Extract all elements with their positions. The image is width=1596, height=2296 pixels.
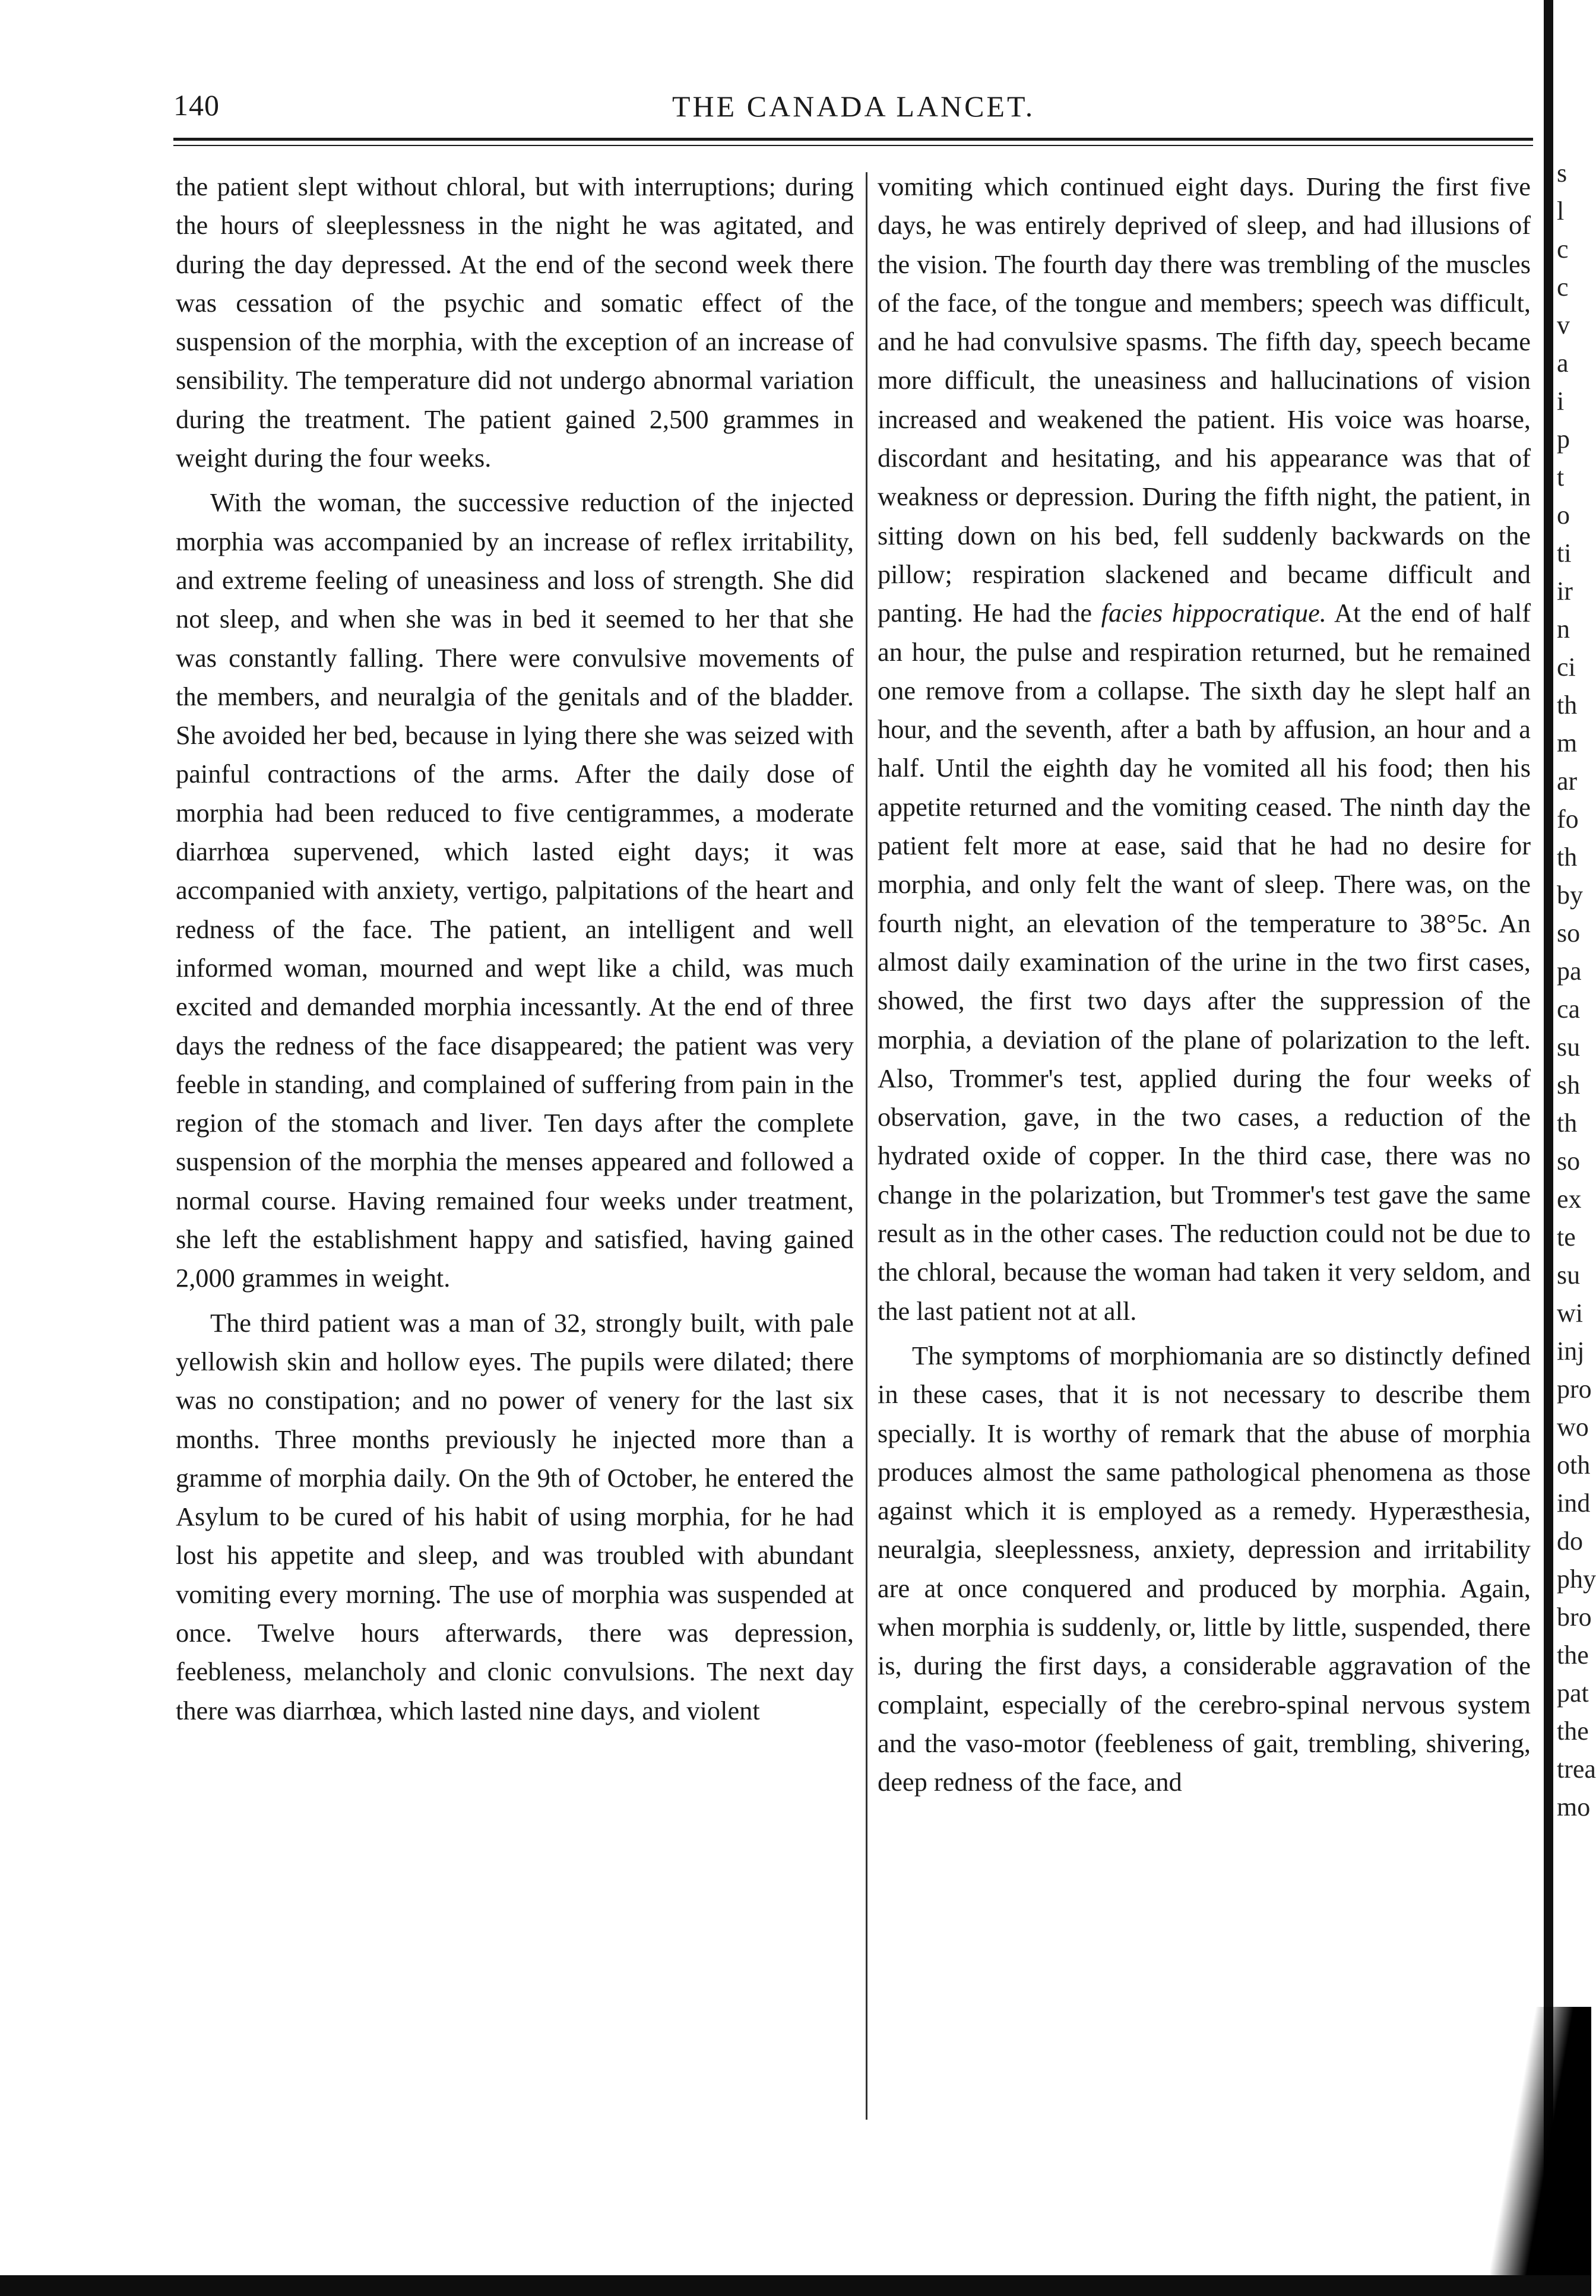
bottom-edge [0, 2275, 1591, 2296]
next-page-fragment: pat [1557, 1679, 1589, 1708]
book-spine [1544, 0, 1553, 2296]
next-page-fragment: ind [1557, 1489, 1591, 1518]
left-paragraph-1: the patient slept without chloral, but with interruptions; during the hours of sleeplessness in the night he was agitated, and during the day depressed. At the end of the second week there was cessation of the psychic and somatic effect of the suspension of the morphia, with the exception of an increase of sensibility. The temperature did not undergo abnormal variation during the treatment. The patient gained 2,500 grammes in weight during the four weeks. [176, 172, 854, 473]
next-page-fragment: sh [1557, 1071, 1581, 1100]
next-page-fragment: su [1557, 1033, 1581, 1062]
spine-shadow [1490, 2007, 1591, 2296]
next-page-fragment: trea [1557, 1755, 1596, 1784]
next-page-fragment: oth [1557, 1451, 1591, 1480]
next-page-fragment: the [1557, 1641, 1589, 1670]
next-page-fragment: s [1557, 159, 1568, 188]
right-paragraph-1-end: At the end of half an hour, the pulse and respiration returned, but he remained one remove from a collapse. The sixth day he slept half an hour, and the seventh, after a bath by affusion, an hour and a half. Until the eighth day he vomited all his food; then his appetite returned and the vomiting ceased. The ninth day the patient felt more at ease, said that he had no desire for morphia, and only felt the want of sleep. There was, on the fourth night, an elevation of the temperature to 38°5c. An almost daily examination of the urine in the two first cases, showed, the first two days after the suppression of the morphia, a deviation of the plane of polarization to the left. Also, Trommer's test, applied during the four weeks of observation, gave, in the two cases, a reduction of the hydrated oxide of copper. In the third case, there was no change in the polarization, but Trommer's test gave the same result as in the other cases. The reduction could not be due to the chloral, because the woman had taken it very seldom, and the last patient not at all. [878, 598, 1531, 1326]
next-page-fragment: th [1557, 843, 1578, 872]
next-page-fragments [1557, 154, 1596, 2268]
column-divider [866, 172, 867, 2120]
next-page-fragment: phy [1557, 1565, 1596, 1594]
next-page-fragment: by [1557, 881, 1583, 910]
next-page-fragment: te [1557, 1223, 1576, 1252]
next-page-fragment: bro [1557, 1603, 1592, 1632]
next-page-fragment: v [1557, 311, 1570, 340]
next-page-fragment: a [1557, 349, 1569, 378]
next-page-fragment: inj [1557, 1337, 1585, 1366]
next-page-fragment: pro [1557, 1375, 1592, 1404]
next-page-fragment: ex [1557, 1185, 1582, 1214]
left-paragraph-2: With the woman, the successive reduction of the injected morphia was accompanied by an increase of reflex irritability, and extreme feeling of uneasiness and loss of strength. She did not sleep, and when she was in bed it seemed to her that she was constantly falling. There were convulsive movements of the members, and neuralgia of the genitals and of the bladder. She avoided her bed, because in lying there she was seized with painful contractions of the arms. After the daily dose of morphia had been reduced to five centigrammes, a moderate diarrhœa supervened, which lasted eight days; it was accompanied with anxiety, vertigo, palpitations of the heart and redness of the face. The patient, an intelligent and well informed woman, mourned and wept like a child, was much excited and demanded morphia incessantly. At the end of three days the redness of the face disappeared; the patient was very feeble in standing, and complained of suffering from pain in the region of the stomach and liver. Ten days after the complete suspension of the morphia the menses appeared and followed a normal course. Having remained four weeks under treatment, she left the establishment happy and satisfied, having gained 2,000 grammes in weight. [176, 487, 854, 1293]
next-page-fragment: wi [1557, 1299, 1583, 1328]
header-rule [173, 138, 1533, 141]
next-page-fragment: fo [1557, 805, 1579, 834]
next-page-fragment: i [1557, 387, 1565, 416]
next-page-fragment: c [1557, 273, 1569, 302]
next-page-fragment: mo [1557, 1793, 1591, 1822]
next-page-fragment: l [1557, 197, 1565, 226]
italic-phrase: facies hippocratique. [1101, 598, 1326, 628]
page-number: 140 [173, 88, 220, 122]
next-page-fragment: wo [1557, 1413, 1589, 1442]
right-paragraph-2: The symptoms of morphiomania are so distinctly defined in these cases, that it is not necessary to describe them specially. It is worthy of remark that the abuse of morphia produces almost the same pathological phenomena as those against which it is employed as a remedy. Hyperæsthesia, neuralgia, sleeplessness, anxiety, depression and irritability are at once conquered and produced by morphia. Again, when morphia is suddenly, or, little by little, suspended, there is, during the first days, a considerable aggravation of the complaint, especially of the cerebro-spinal nervous system and the vaso-motor (feebleness of gait, trembling, shivering, deep redness of the face, and [878, 1340, 1531, 1797]
right-column [878, 167, 1531, 1801]
next-page-fragment: th [1557, 691, 1578, 720]
right-paragraph-1-start: vomiting which continued eight days. During the first five days, he was entirely deprived of sleep, and had illusions of the vision. The fourth day there was trembling of the muscles of the face, of the tongue and members; speech was difficult, and he had convulsive spasms. The fifth day, speech became more difficult, the uneasiness and hallucinations of vision increased and weakened the patient. His voice was hoarse, discordant and hesitating, and his appearance was that of weakness or depression. During the fifth night, the patient, in sitting down on his bed, fell suddenly backwards on the pillow; respiration slackened and became difficult and panting. He had the [878, 172, 1531, 628]
next-page-fragment: o [1557, 501, 1570, 530]
next-page-fragment: su [1557, 1261, 1581, 1290]
next-page-fragment: ar [1557, 767, 1578, 796]
next-page-fragment: m [1557, 729, 1578, 758]
next-page-fragment: the [1557, 1717, 1589, 1746]
next-page-fragment: so [1557, 1147, 1581, 1176]
next-page-fragment: n [1557, 615, 1570, 644]
next-page-fragment: ti [1557, 539, 1572, 568]
right-paragraph-1 [878, 167, 1531, 1331]
next-page-fragment: ir [1557, 577, 1573, 606]
next-page-fragment: ca [1557, 995, 1581, 1024]
next-page-fragment: do [1557, 1527, 1583, 1556]
next-page-fragment: t [1557, 463, 1565, 492]
next-page-fragment: so [1557, 919, 1581, 948]
next-page-fragment: p [1557, 425, 1570, 454]
next-page-fragment: c [1557, 235, 1569, 264]
next-page-fragment: ci [1557, 653, 1576, 682]
left-column [176, 167, 854, 1730]
running-title: THE CANADA LANCET. [672, 90, 1036, 123]
left-paragraph-3: The third patient was a man of 32, strongly built, with pale yellowish skin and hollow eyes. The pupils were dilated; there was no constipation; and no power of venery for the last six months. Three months previously he injected more than a gramme of morphia daily. On the 9th of October, he entered the Asylum to be cured of his habit of using morphia, for he had lost his appetite and sleep, and was troubled with abundant vomiting every morning. The use of morphia was suspended at once. Twelve hours afterwards, there was depression, feebleness, melancholy and clonic convulsions. The next day there was diarrhœa, which lasted nine days, and violent [176, 1307, 854, 1725]
header-rule-thin [173, 145, 1533, 146]
next-page-fragment: pa [1557, 957, 1582, 986]
next-page-fragment: th [1557, 1109, 1578, 1138]
